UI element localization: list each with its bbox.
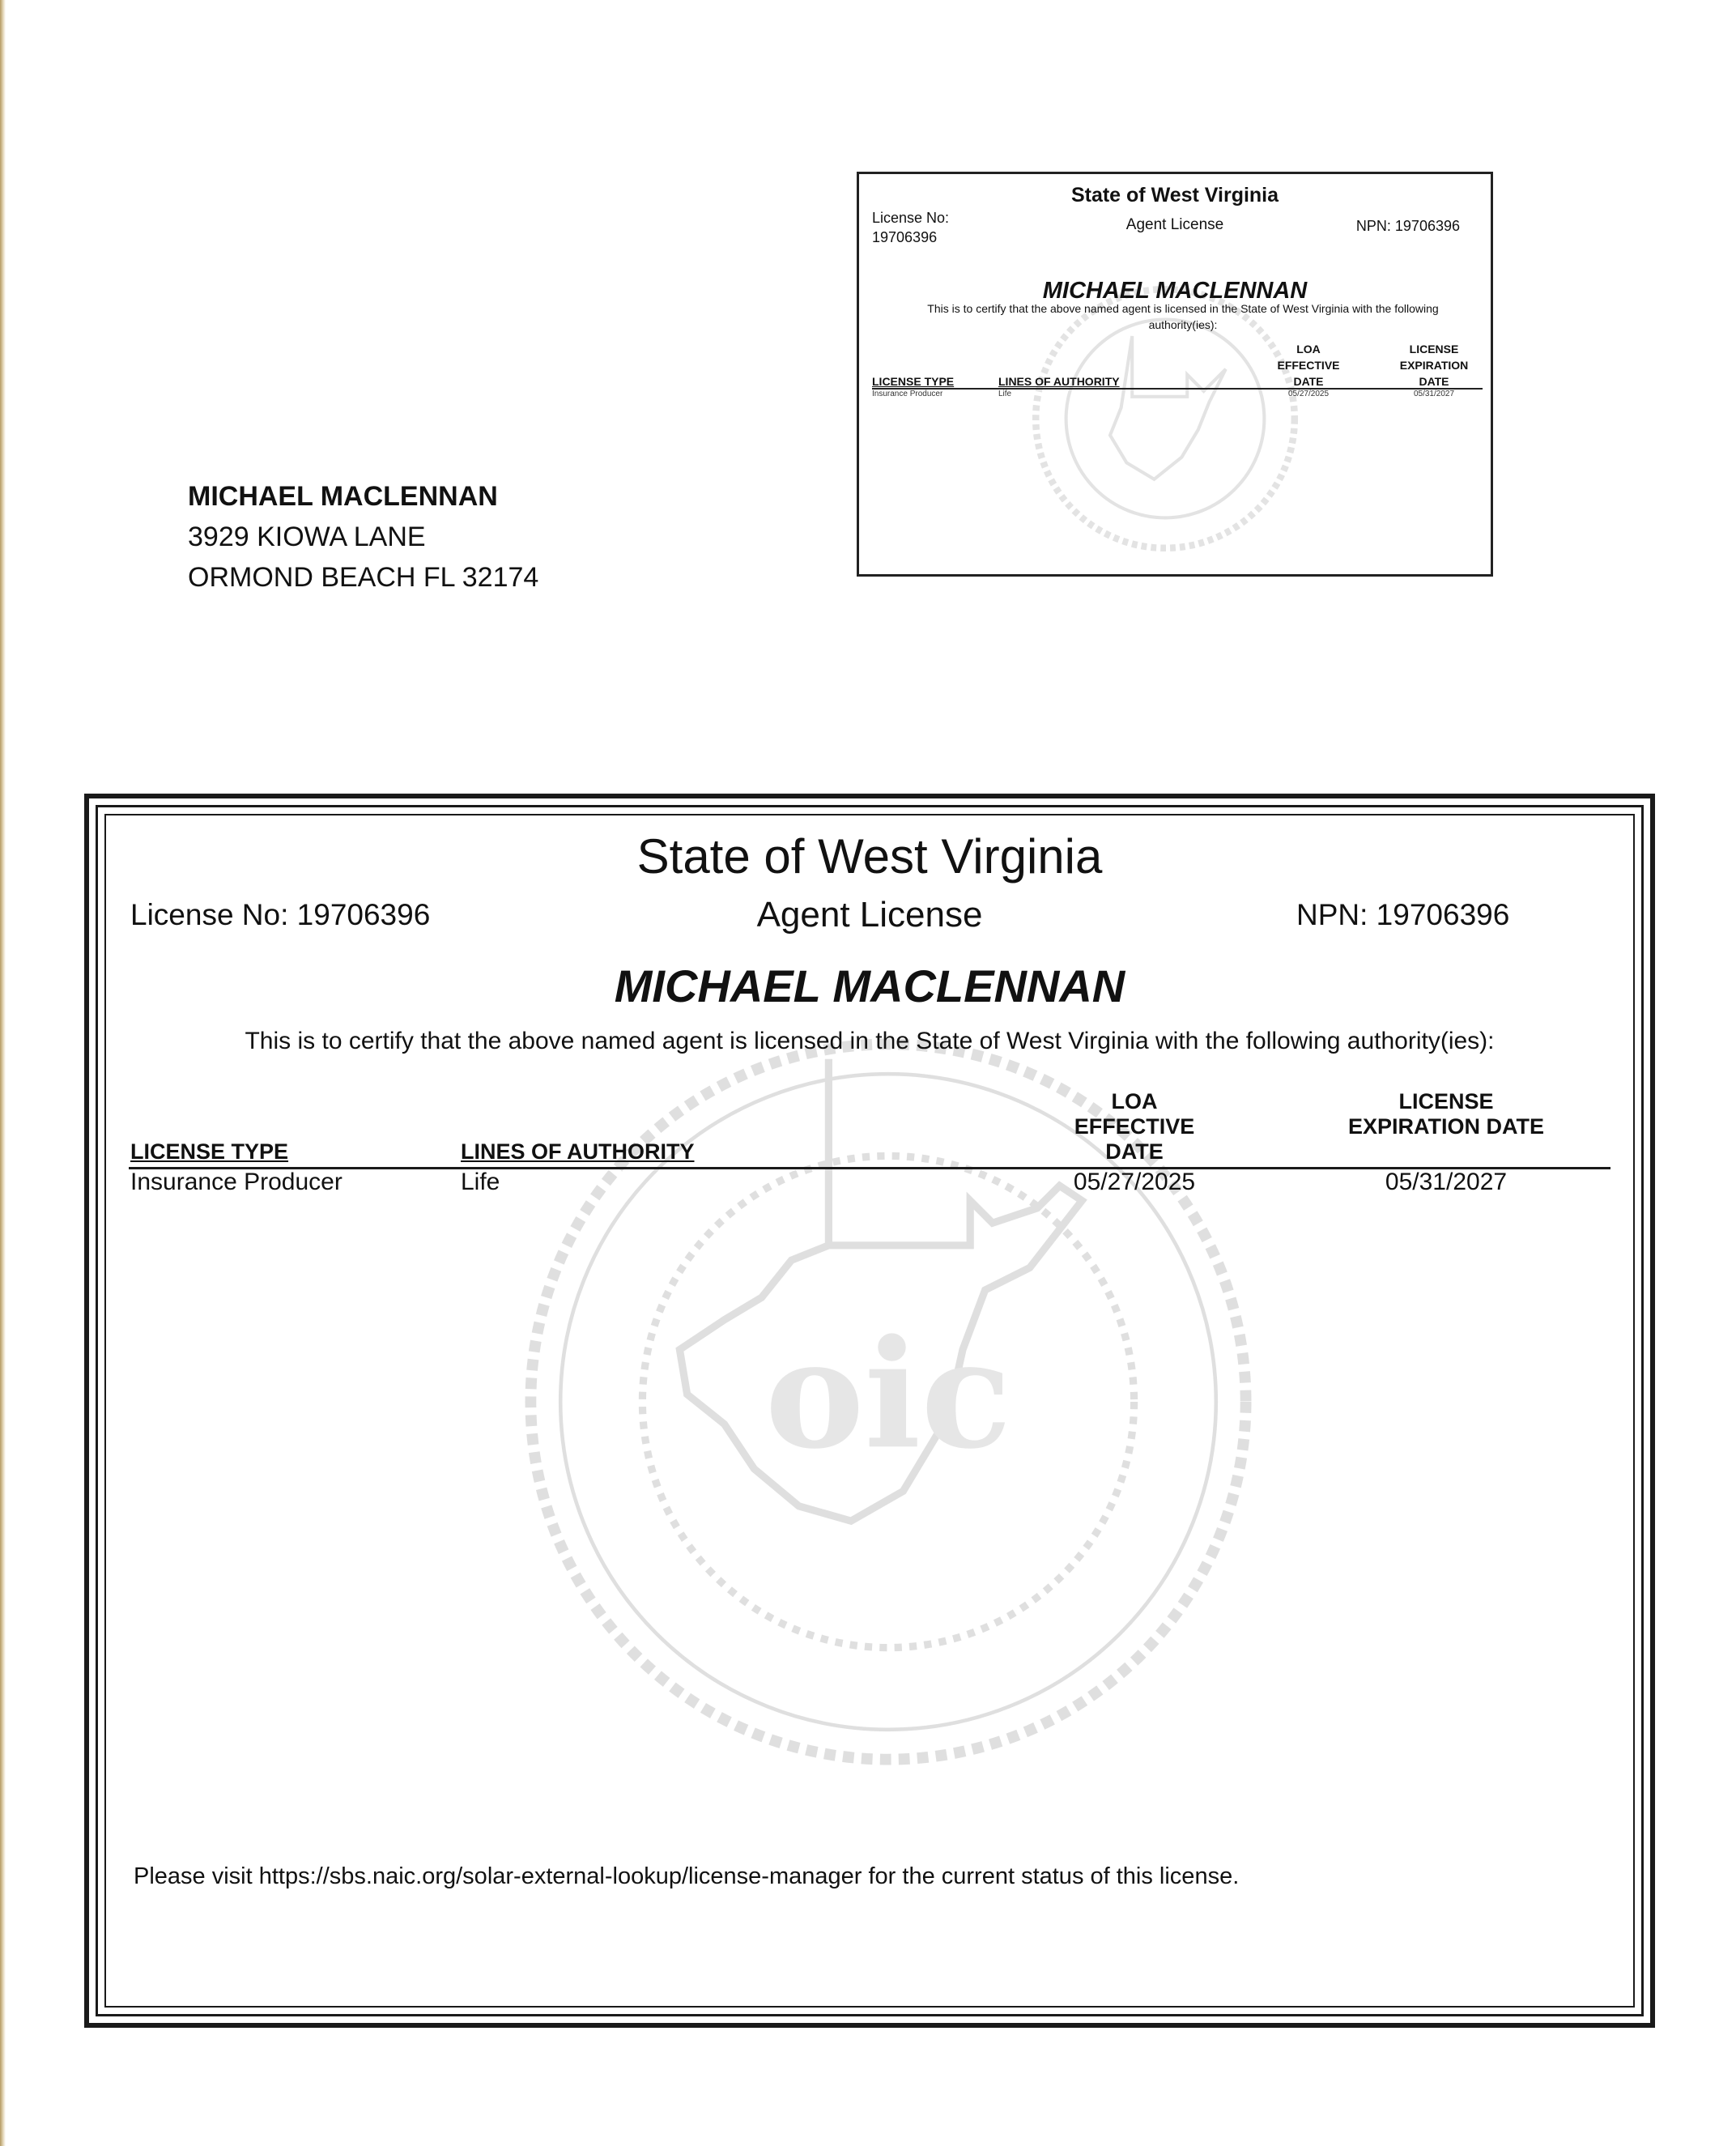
header-loa-effective-date: LOA EFFECTIVE DATE (1074, 1089, 1195, 1164)
certify-text: This is to certify that the above named agent is licensed in the State of West Virginia with the following authority(ies): (245, 1028, 1495, 1054)
header-license-type: LICENSE TYPE (130, 1139, 289, 1164)
mailing-address (188, 476, 538, 598)
address-name: MICHAEL MACLENNAN (188, 481, 498, 512)
wallet-npn: NPN: 19706396 (1355, 218, 1460, 234)
status-lookup-note: Please visit https://sbs.naic.org/solar-external-lookup/license-manager for the current status of this license. (134, 1863, 1240, 1889)
wallet-header-license-expiration-date: LICENSE EXPIRATION DATE (1399, 343, 1469, 388)
header-lines-of-authority: LINES OF AUTHORITY (461, 1139, 695, 1164)
seal-emblem-text: oic (764, 1307, 1012, 1483)
agent-name: MICHAEL MACLENNAN (614, 960, 1125, 1011)
license-number: License No: 19706396 (130, 898, 431, 931)
address-line2: ORMOND BEACH FL 32174 (188, 562, 539, 593)
certificate-title: State of West Virginia (636, 829, 1103, 884)
certificate-body (104, 814, 1635, 2008)
header-license-expiration-date: LICENSE EXPIRATION DATE (1347, 1089, 1544, 1139)
wallet-cell-lines-of-authority: Life (998, 390, 1012, 398)
cell-license-expiration-date: 05/31/2027 (1385, 1169, 1508, 1195)
wallet-header-lines-of-authority: LINES OF AUTHORITY (998, 375, 1120, 388)
wallet-cell-license-expiration-date: 05/31/2027 (1413, 390, 1455, 398)
wallet-license-type-title: Agent License (1125, 216, 1224, 233)
wallet-agent-name: MICHAEL MACLENNAN (1042, 278, 1308, 304)
page-edge (0, 0, 6, 2146)
wallet-license-card (857, 172, 1493, 577)
wallet-title: State of West Virginia (1070, 184, 1279, 207)
wallet-table-rule (872, 388, 1483, 390)
wallet-license-label: License No: (872, 210, 950, 226)
wallet-license-number: 19706396 (872, 229, 938, 245)
wallet-header-loa-effective-date: LOA EFFECTIVE DATE (1277, 343, 1340, 388)
wallet-cell-loa-effective-date: 05/27/2025 (1287, 390, 1330, 398)
cell-license-type: Insurance Producer (130, 1169, 343, 1195)
wallet-header-license-type: LICENSE TYPE (872, 375, 955, 388)
wallet-certify-text: This is to certify that the above named agent is licensed in the State of West Virginia with the following authority(ies): (927, 302, 1439, 331)
cell-lines-of-authority: Life (461, 1169, 500, 1195)
npn-number: NPN: 19706396 (1296, 898, 1510, 931)
address-line1: 3929 KIOWA LANE (188, 522, 426, 552)
certificate-border (96, 805, 1644, 2016)
license-type-title: Agent License (756, 895, 983, 935)
wallet-cell-license-type: Insurance Producer (872, 390, 943, 398)
cell-loa-effective-date: 05/27/2025 (1073, 1169, 1196, 1195)
license-certificate (84, 794, 1655, 2028)
